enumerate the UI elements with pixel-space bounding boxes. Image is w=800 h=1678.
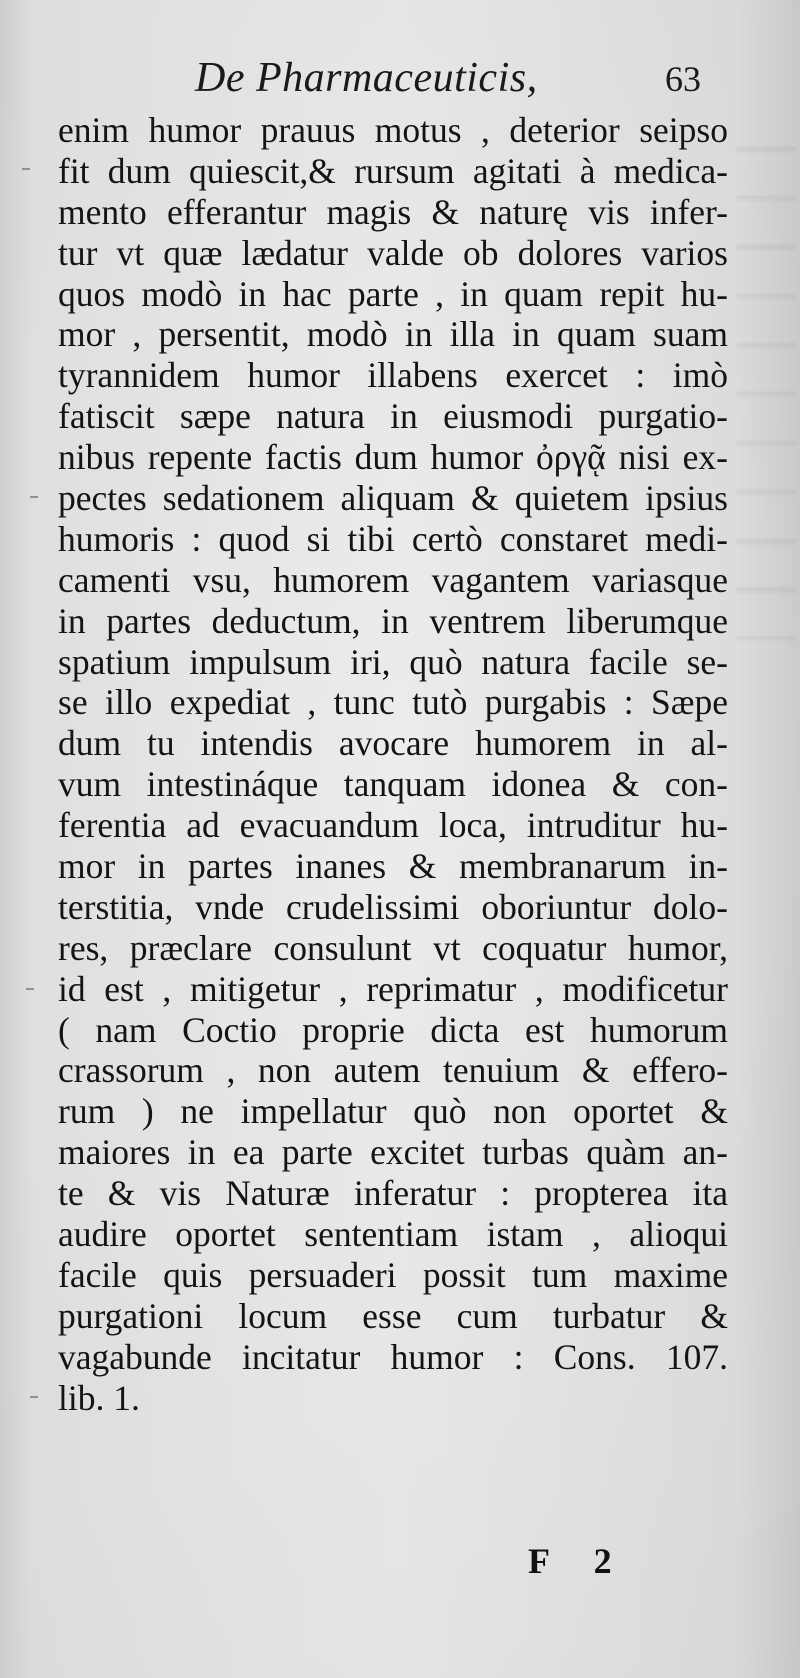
text-line: te & vis Naturæ inferatur : propterea ita	[58, 1173, 728, 1214]
page-number: 63	[665, 59, 701, 99]
text-line: nibus repente factis dum humor ὀργᾷ nisi ex-	[58, 437, 728, 478]
text-line: ferentia ad evacuandum loca, intruditur hu-	[58, 805, 728, 846]
text-line: se illo expediat , tunc tutò purgabis : Sæpe	[58, 682, 728, 723]
text-line: spatium impulsum iri, quò natura facile se-	[58, 641, 728, 682]
margin-tick	[30, 1396, 38, 1398]
text-line: facile quis persuaderi possit tum maxime	[58, 1254, 728, 1295]
text-line: in partes deductum, in ventrem liberumque	[58, 600, 728, 641]
text-line: humoris : quod si tibi certò constaret medi-	[58, 518, 728, 559]
text-line: quos modò in hac parte , in quam repit hu-	[58, 273, 728, 314]
text-line: ( nam Coctio proprie dicta est humorum	[58, 1009, 728, 1050]
running-title: De Pharmaceuticis,	[195, 55, 538, 101]
margin-tick	[22, 168, 30, 170]
text-line: maiores in ea parte excitet turbas quàm an-	[58, 1132, 728, 1173]
text-line: audire oportet sententiam istam , alioqui	[58, 1214, 728, 1255]
text-line: camenti vsu, humorem vagantem variasque	[58, 559, 728, 600]
page-header	[195, 50, 715, 110]
margin-tick	[26, 988, 34, 990]
text-line: vagabunde incitatur humor : Cons. 107.	[58, 1336, 728, 1377]
text-line: fatiscit sæpe natura in eiusmodi purgatio-	[58, 396, 728, 437]
text-line: dum tu intendis avocare humorem in al-	[58, 723, 728, 764]
text-line: purgationi locum esse cum turbatur &	[58, 1295, 728, 1336]
text-line: mor in partes inanes & membranarum in-	[58, 846, 728, 887]
margin-tick	[30, 496, 38, 498]
text-line: vum intestináque tanquam idonea & con-	[58, 764, 728, 805]
text-line: id est , mitigetur , reprimatur , modificetur	[58, 968, 728, 1009]
text-line: mento efferantur magis & naturę vis infer-	[58, 191, 728, 232]
text-line: tur vt quæ lædatur valde ob dolores varios	[58, 232, 728, 273]
text-line: enim humor prauus motus , deterior seipso	[58, 110, 728, 150]
text-line: lib. 1.	[58, 1377, 140, 1418]
text-line: res, præclare consulunt vt coquatur humor,	[58, 927, 728, 968]
text-line: rum ) ne impellatur quò non oportet &	[58, 1091, 728, 1132]
bleed-through-shadow	[736, 120, 796, 640]
text-line: terstitia, vnde crudelissimi oboriuntur dolo-	[58, 886, 728, 927]
signature-mark: F 2	[528, 1541, 630, 1581]
body-text	[58, 110, 728, 1419]
text-line: fit dum quiescit,& rursum agitati à medica-	[58, 150, 728, 191]
text-line: crassorum , non autem tenuium & effero-	[58, 1050, 728, 1091]
text-line: pectes sedationem aliquam & quietem ipsius	[58, 478, 728, 519]
text-line: mor , persentit, modò in illa in quam suam	[58, 314, 728, 355]
text-line: tyrannidem humor illabens exercet : imò	[58, 355, 728, 396]
